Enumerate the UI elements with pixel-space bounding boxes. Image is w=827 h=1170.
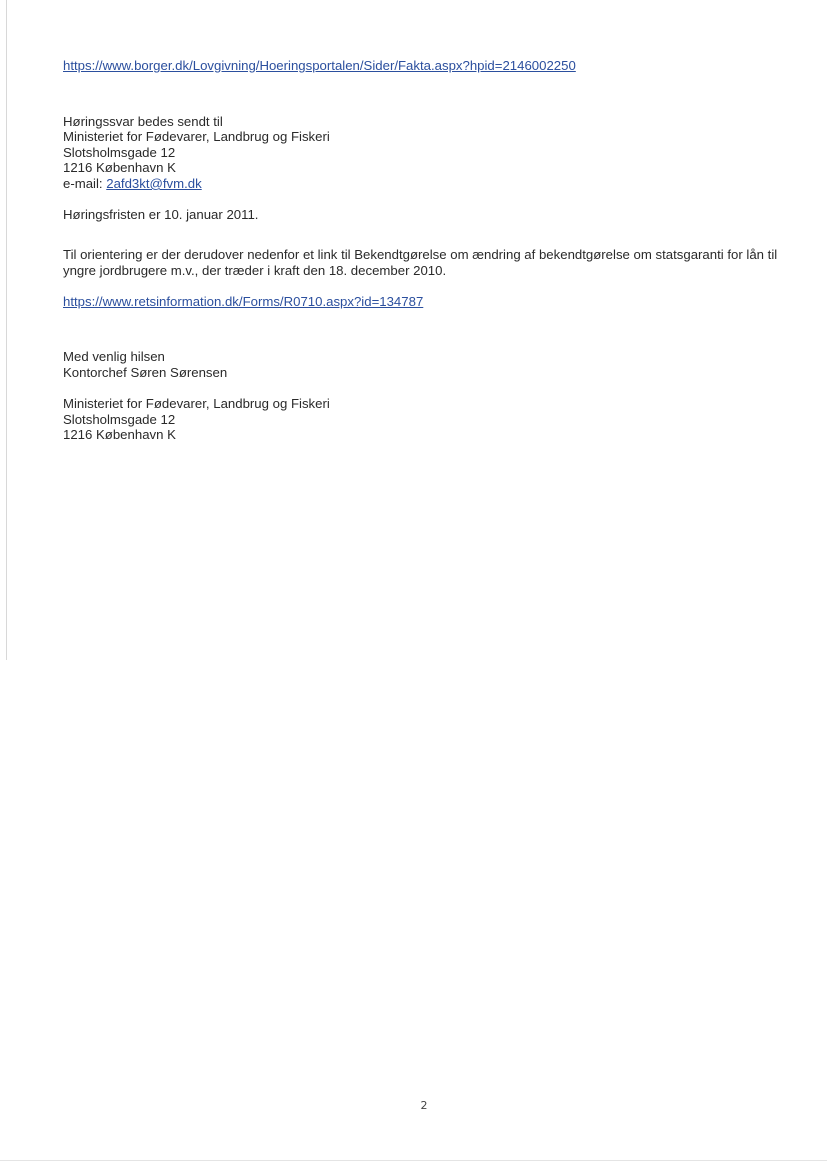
email-link[interactable]: 2afd3kt@fvm.dk	[106, 175, 202, 191]
send-to-intro: Høringssvar bedes sendt til	[63, 113, 223, 129]
scan-edge-left	[6, 0, 7, 660]
deadline-text: Høringsfristen er 10. januar 2011.	[63, 206, 259, 222]
scan-edge-bottom	[0, 1160, 827, 1161]
send-to-email-line	[63, 176, 793, 192]
send-to-ministry: Ministeriet for Fødevarer, Landbrug og Fiskeri	[63, 129, 330, 145]
letter-body	[63, 58, 793, 443]
signature-name: Kontorchef Søren Sørensen	[63, 364, 228, 380]
signature-block	[63, 349, 793, 380]
info-paragraph: Til orientering er der derudover nedenfor et link til Bekendtgørelse om ændring af bekendtgørelse om statsgaranti for lån til yngre jordbrugere m.v., der træder i kraft den 18. december 2010.	[63, 247, 778, 278]
sender-address-block	[63, 396, 793, 443]
signature-greeting: Med venlig hilsen	[63, 348, 165, 364]
send-to-block	[63, 114, 793, 192]
sender-ministry: Ministeriet for Fødevarer, Landbrug og Fiskeri	[63, 396, 330, 412]
email-label: e-mail:	[63, 175, 107, 191]
hoeringsportalen-link[interactable]: https://www.borger.dk/Lovgivning/Hoeringsportalen/Sider/Fakta.aspx?hpid=2146002250	[63, 58, 576, 73]
send-to-street: Slotsholmsgade 12	[63, 144, 176, 160]
retsinformation-link[interactable]: https://www.retsinformation.dk/Forms/R0710.aspx?id=134787	[63, 294, 424, 310]
sender-street: Slotsholmsgade 12	[63, 411, 176, 427]
send-to-city: 1216 København K	[63, 160, 176, 176]
sender-city: 1216 København K	[63, 427, 176, 443]
page-number: 2	[420, 1099, 428, 1112]
